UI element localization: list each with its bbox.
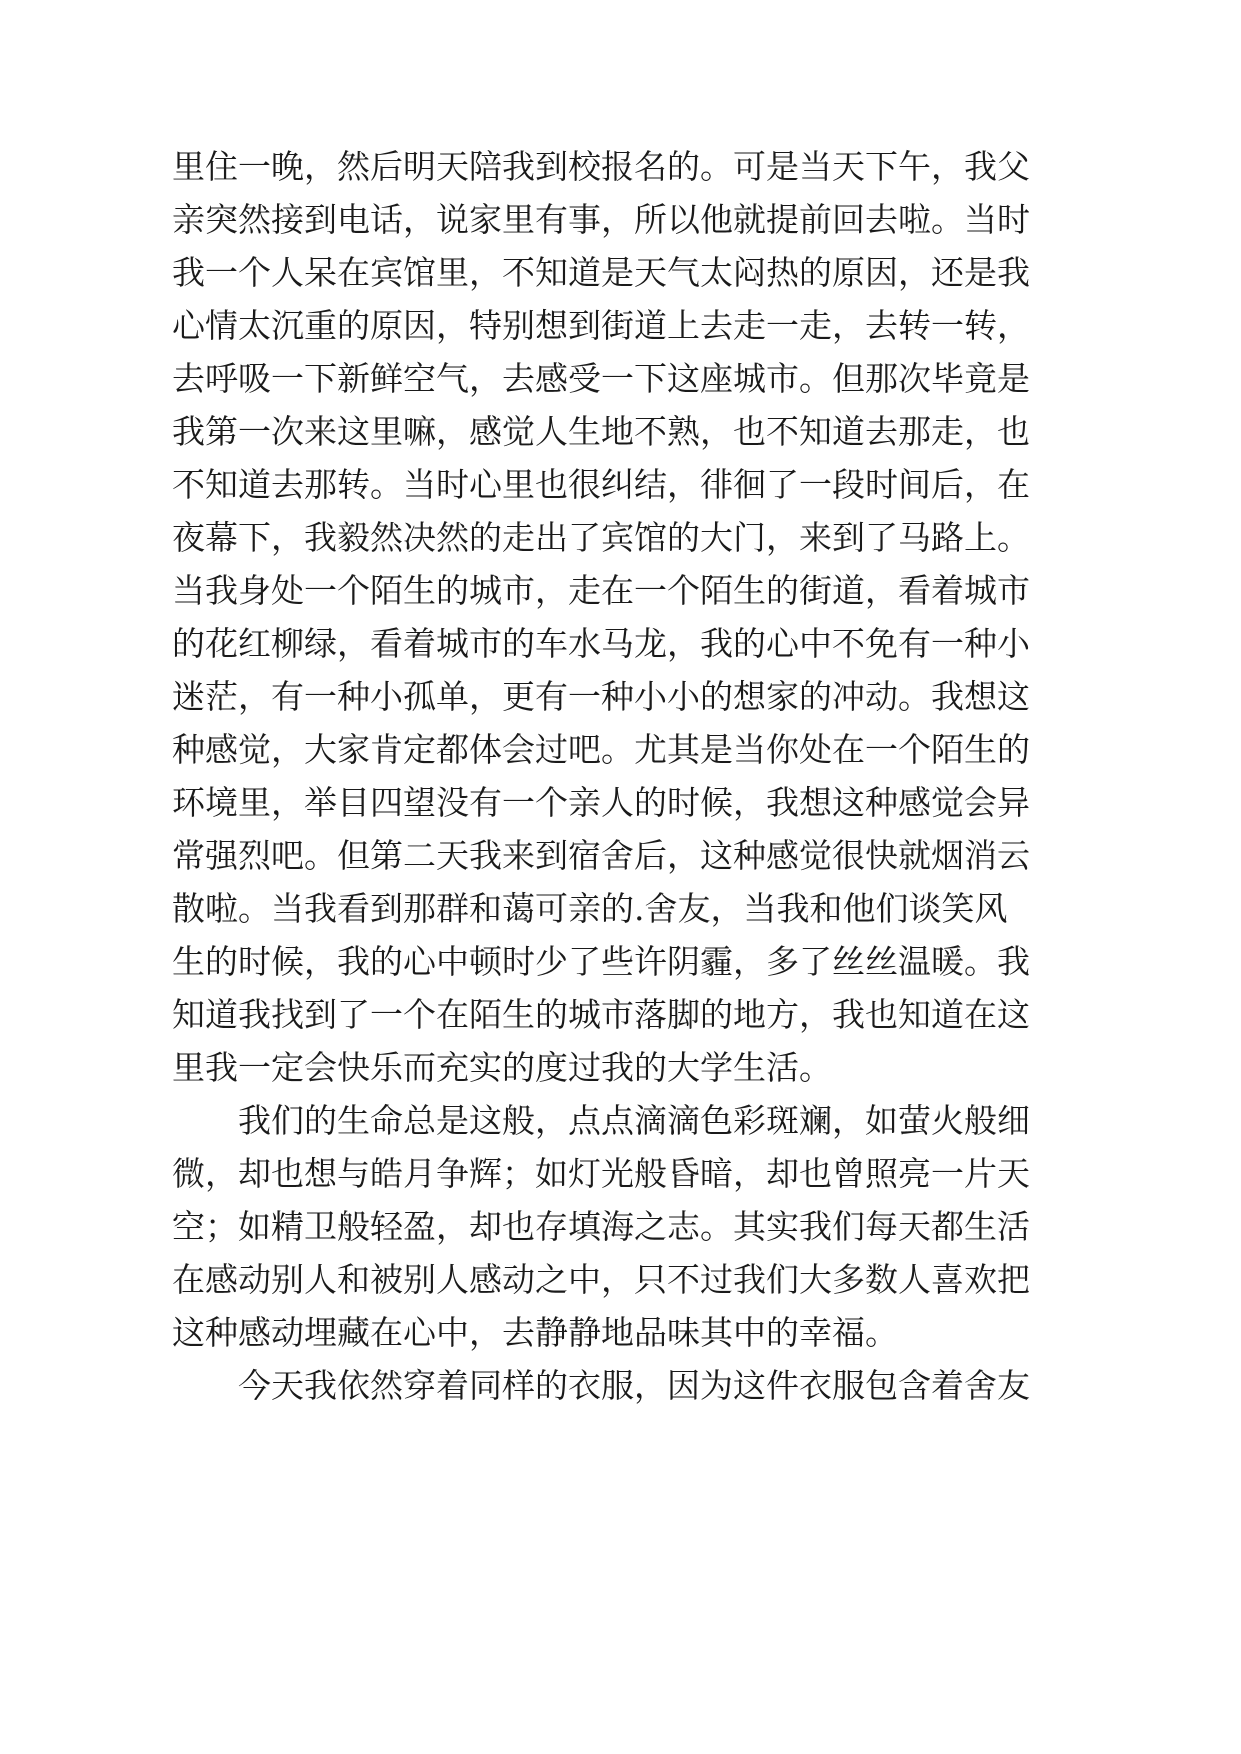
paragraph-start-line: 我 们 的 生 命 总 是 这 般 ， 点 点 滴 滴 色 彩 斑 斓 ， 如 萤 火 般 细 xyxy=(238,1101,1030,1140)
text-line: 的 花 红 柳 绿 ， 看 着 城 市 的 车 水 马 龙 ， 我 的 心 中 不 免 有 一 种 小 xyxy=(172,624,1030,663)
text-line: 微 ， 却 也 想 与 皓 月 争 辉 ； 如 灯 光 般 昏 暗 ， 却 也 曾 照 亮 一 片 天 xyxy=(172,1154,1030,1193)
text-line: 亲 突 然 接 到 电 话 ， 说 家 里 有 事 ， 所 以 他 就 提 前 回 去 啦 。 当 时 xyxy=(172,200,1030,239)
text-line: 心 情 太 沉 重 的 原 因 ， 特 别 想 到 街 道 上 去 走 一 走 ， 去 转 一 转 ， xyxy=(172,306,1030,345)
text-line: 生 的 时 候 ， 我 的 心 中 顿 时 少 了 些 许 阴 霾 ， 多 了 丝 丝 温 暖 。 我 xyxy=(172,942,1030,981)
paragraph-end-line: 里我一定会快乐而充实的度过我的大学生活。 xyxy=(172,1048,832,1087)
text-line: 散 啦 。 当 我 看 到 那 群 和 蔼 可 亲 的 . 舍 友 ， 当 我 和 他 们 谈 笑 风 xyxy=(172,889,1008,928)
text-line: 知 道 我 找 到 了 一 个 在 陌 生 的 城 市 落 脚 的 地 方 ， 我 也 知 道 在 这 xyxy=(172,995,1030,1034)
text-line: 我 一 个 人 呆 在 宾 馆 里 ， 不 知 道 是 天 气 太 闷 热 的 原 因 ， 还 是 我 xyxy=(172,253,1030,292)
paragraph-end-line: 这种感动埋藏在心中，去静静地品味其中的幸福。 xyxy=(172,1313,898,1352)
text-line: 种 感 觉 ， 大 家 肯 定 都 体 会 过 吧 。 尤 其 是 当 你 处 在 一 个 陌 生 的 xyxy=(172,730,1030,769)
text-line: 在 感 动 别 人 和 被 别 人 感 动 之 中 ， 只 不 过 我 们 大 多 数 人 喜 欢 把 xyxy=(172,1260,1030,1299)
text-line: 不 知 道 去 那 转 。 当 时 心 里 也 很 纠 结 ， 徘 徊 了 一 段 时 间 后 ， 在 xyxy=(172,465,1030,504)
text-line: 空 ； 如 精 卫 般 轻 盈 ， 却 也 存 填 海 之 志 。 其 实 我 们 每 天 都 生 活 xyxy=(172,1207,1030,1246)
text-line: 去 呼 吸 一 下 新 鲜 空 气 ， 去 感 受 一 下 这 座 城 市 。 但 那 次 毕 竟 是 xyxy=(172,359,1030,398)
text-line: 里 住 一 晚 ， 然 后 明 天 陪 我 到 校 报 名 的 。 可 是 当 天 下 午 ， 我 父 xyxy=(172,147,1030,186)
text-line: 环 境 里 ， 举 目 四 望 没 有 一 个 亲 人 的 时 候 ， 我 想 这 种 感 觉 会 异 xyxy=(172,783,1030,822)
body-text xyxy=(172,140,1030,1412)
text-line: 迷 茫 ， 有 一 种 小 孤 单 ， 更 有 一 种 小 小 的 想 家 的 冲 动 。 我 想 这 xyxy=(172,677,1030,716)
text-line: 我 第 一 次 来 这 里 嘛 ， 感 觉 人 生 地 不 熟 ， 也 不 知 道 去 那 走 ， 也 xyxy=(172,412,1030,451)
text-line: 当 我 身 处 一 个 陌 生 的 城 市 ， 走 在 一 个 陌 生 的 街 道 ， 看 着 城 市 xyxy=(172,571,1030,610)
text-line: 常 强 烈 吧 。 但 第 二 天 我 来 到 宿 舍 后 ， 这 种 感 觉 很 快 就 烟 消 云 xyxy=(172,836,1030,875)
text-line: 夜 幕 下 ， 我 毅 然 决 然 的 走 出 了 宾 馆 的 大 门 ， 来 到 了 马 路 上 。 xyxy=(172,518,1030,557)
paragraph-start-line: 今 天 我 依 然 穿 着 同 样 的 衣 服 ， 因 为 这 件 衣 服 包 含 着 舍 友 xyxy=(238,1366,1030,1405)
